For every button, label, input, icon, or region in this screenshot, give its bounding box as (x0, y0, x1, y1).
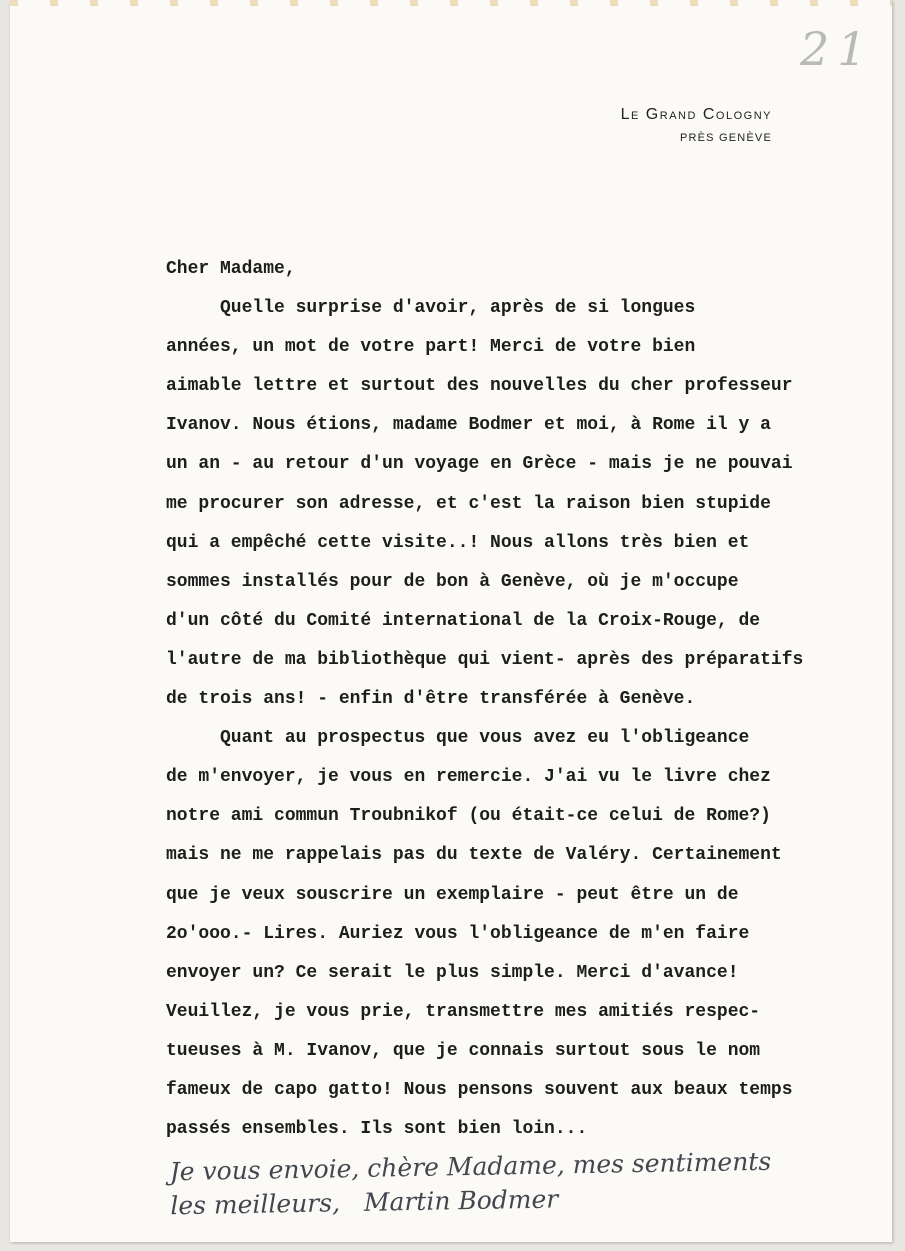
letterhead-name: Le Grand Cologny (620, 106, 772, 123)
letter-line: années, un mot de votre part! Merci de votre bien (166, 337, 696, 358)
letter-line: aimable lettre et surtout des nouvelles du cher professeur (166, 376, 793, 397)
letter-line: notre ami commun Troubnikof (ou était-ce celui de Rome?) (166, 806, 771, 827)
letter-body (166, 250, 905, 1149)
letter-line: l'autre de ma bibliothèque qui vient- après des préparatifs (166, 649, 804, 670)
letter-line: de trois ans! - enfin d'être transférée à Genève. (166, 689, 696, 710)
letter-line: qui a empêché cette visite..! Nous allons très bien et (166, 532, 750, 553)
letter-line: Quelle surprise d'avoir, après de si longues (166, 298, 696, 319)
letter-line: envoyer un? Ce serait le plus simple. Merci d'avance! (166, 962, 739, 983)
handwritten-closing (169, 1145, 772, 1223)
letter-sheet (10, 0, 892, 1242)
letter-line: sommes installés pour de bon à Genève, où je m'occupe (166, 571, 739, 592)
letter-line: mais ne me rappelais pas du texte de Valéry. Certainement (166, 845, 782, 866)
closing-line-2: les meilleurs, Martin Bodmer (170, 1184, 559, 1221)
letter-line: Ivanov. Nous étions, madame Bodmer et moi, à Rome il y a (166, 415, 771, 436)
letter-line: fameux de capo gatto! Nous pensons souvent aux beaux temps (166, 1079, 793, 1100)
letter-line: passés ensembles. Ils sont bien loin... (166, 1119, 588, 1140)
letter-line: que je veux souscrire un exemplaire - peut être un de (166, 884, 739, 905)
page-number: 21 (800, 22, 875, 76)
letter-line: 2o'ooo.- Lires. Auriez vous l'obligeance de m'en faire (166, 923, 750, 944)
letterhead (621, 106, 772, 144)
letter-line: Veuillez, je vous prie, transmettre mes amitiés respec- (166, 1001, 761, 1022)
letter-line: me procurer son adresse, et c'est la raison bien stupide (166, 493, 771, 514)
letter-line: d'un côté du Comité international de la Croix-Rouge, de (166, 610, 761, 631)
letter-line: Quant au prospectus que vous avez eu l'obligeance (166, 728, 750, 749)
letter-line: Cher Madame, (166, 259, 296, 279)
letterhead-place: PRÈS GENÈVE (679, 132, 772, 144)
closing-line-1: Je vous envoie, chère Madame, mes sentiments (169, 1146, 772, 1187)
letter-line: tueuses à M. Ivanov, que je connais surtout sous le nom (166, 1040, 761, 1061)
paper-edge-stain (10, 0, 892, 6)
letter-line: un an - au retour d'un voyage en Grèce - mais je ne pouvai (166, 454, 793, 475)
letter-line: de m'envoyer, je vous en remercie. J'ai vu le livre chez (166, 767, 771, 788)
